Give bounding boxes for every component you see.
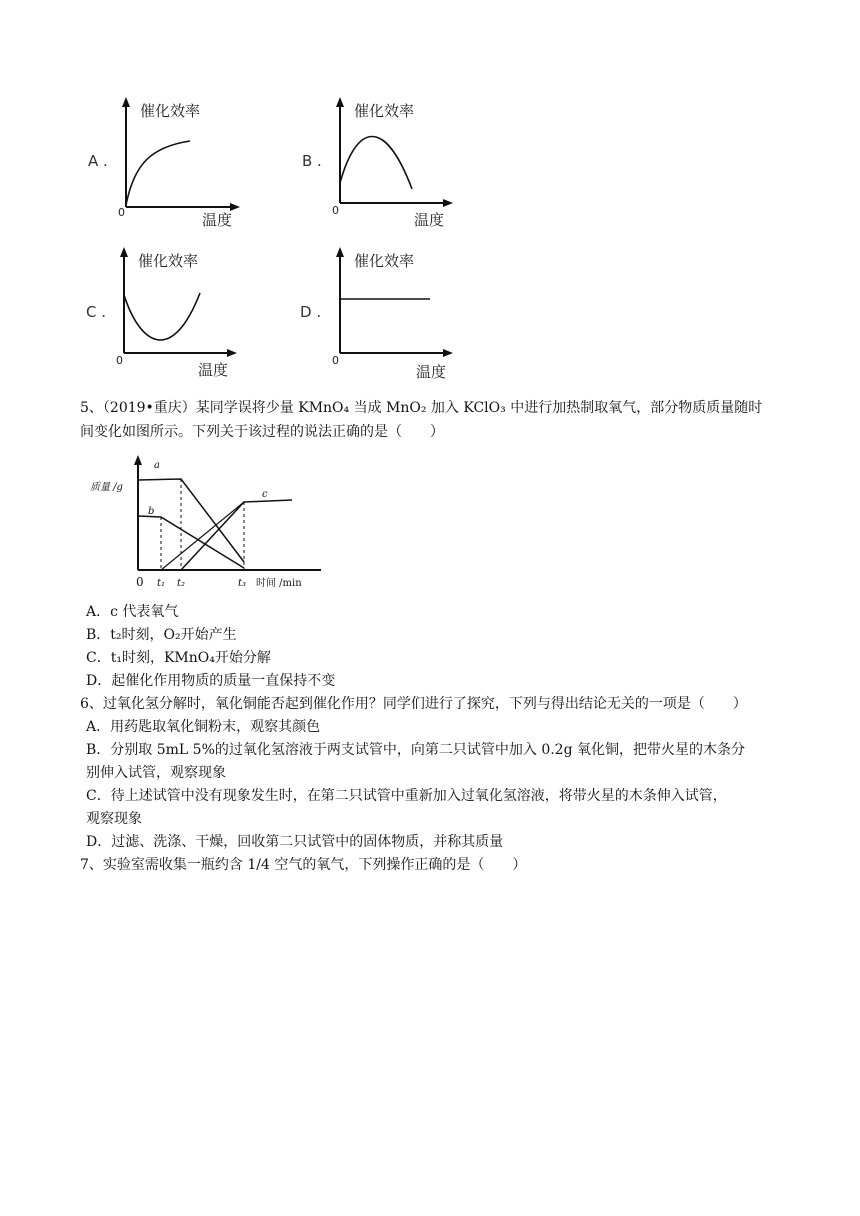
origin-label: 0: [118, 206, 125, 219]
q5-text-line1: 5、（2019•重庆）某同学误将少量 KMnO₄ 当成 MnO₂ 加入 KClO₃ 中进行加热制取氧气，部分物质质量随时: [80, 400, 763, 416]
option-b-letter: B .: [302, 152, 322, 170]
tick-t1: t₁: [157, 578, 166, 589]
option-a-letter: A .: [88, 152, 108, 170]
y-axis-label: 催化效率: [140, 102, 201, 120]
q6-option-a[interactable]: A．用药匙取氧化铜粉末，观察其颜色: [86, 719, 321, 735]
q5-option-d[interactable]: D．起催化作用物质的质量一直保持不变: [86, 673, 336, 689]
origin-label: 0: [332, 204, 339, 217]
q5-option-b[interactable]: B．t₂时刻，O₂开始产生: [86, 627, 237, 643]
graph-c: [110, 245, 240, 380]
origin-label: 0: [332, 354, 339, 367]
q7-text: 7、实验室需收集一瓶约含 1/4 空气的氧气，下列操作正确的是（ ）: [80, 857, 527, 873]
q6-option-c[interactable]: C．待上述试管中没有现象发生时，在第二只试管中重新加入过氧化氢溶液，将带火星的木条伸入试管，: [86, 788, 727, 804]
graph-d: [326, 245, 456, 380]
option-d-letter: D .: [300, 303, 322, 321]
x-axis-label: 时间 /min: [256, 578, 302, 589]
x-axis-label: 温度: [202, 211, 233, 229]
mass-time-chart: [86, 452, 336, 592]
q5-option-a[interactable]: A．c 代表氧气: [86, 604, 179, 620]
q5-text-line2: 间变化如图所示。下列关于该过程的说法正确的是（ ）: [80, 424, 444, 440]
tick-t3: t₃: [238, 578, 247, 589]
series-c-label: c: [262, 489, 268, 500]
x-axis-label: 温度: [198, 361, 229, 379]
series-a-line: [138, 479, 244, 562]
y-axis-label: 催化效率: [354, 252, 415, 270]
q6-option-b-cont: 别伸入试管，观察现象: [86, 765, 226, 781]
q6-text: 6、过氧化氢分解时，氧化铜能否起到催化作用？同学们进行了探究，下列与得出结论无关的一项是（ ）: [80, 696, 747, 712]
q6-option-c-cont: 观察现象: [86, 811, 142, 827]
series-c-line: [181, 500, 292, 570]
graph-b: [326, 95, 456, 230]
tick-t2: t₂: [177, 578, 186, 589]
q5-option-c[interactable]: C．t₁时刻，KMnO₄开始分解: [86, 650, 271, 666]
origin-label: 0: [116, 354, 123, 367]
series-a-label: a: [154, 460, 160, 471]
x-axis-label: 温度: [416, 363, 447, 380]
y-axis-label: 质量 /g: [90, 482, 123, 493]
y-axis-label: 催化效率: [138, 252, 199, 270]
y-axis-label: 催化效率: [354, 102, 415, 120]
series-b-label: b: [148, 506, 155, 517]
option-c-letter: C .: [86, 303, 107, 321]
graph-a: [110, 95, 240, 230]
x-axis-label: 温度: [414, 211, 445, 229]
origin-label: 0: [136, 575, 144, 589]
q6-option-d[interactable]: D．过滤、洗涤、干燥，回收第二只试管中的固体物质，并称其质量: [86, 834, 504, 850]
q6-option-b[interactable]: B．分别取 5mL 5%的过氧化氢溶液于两支试管中，向第二只试管中加入 0.2g 氧化铜，把带火星的木条分: [86, 742, 746, 758]
